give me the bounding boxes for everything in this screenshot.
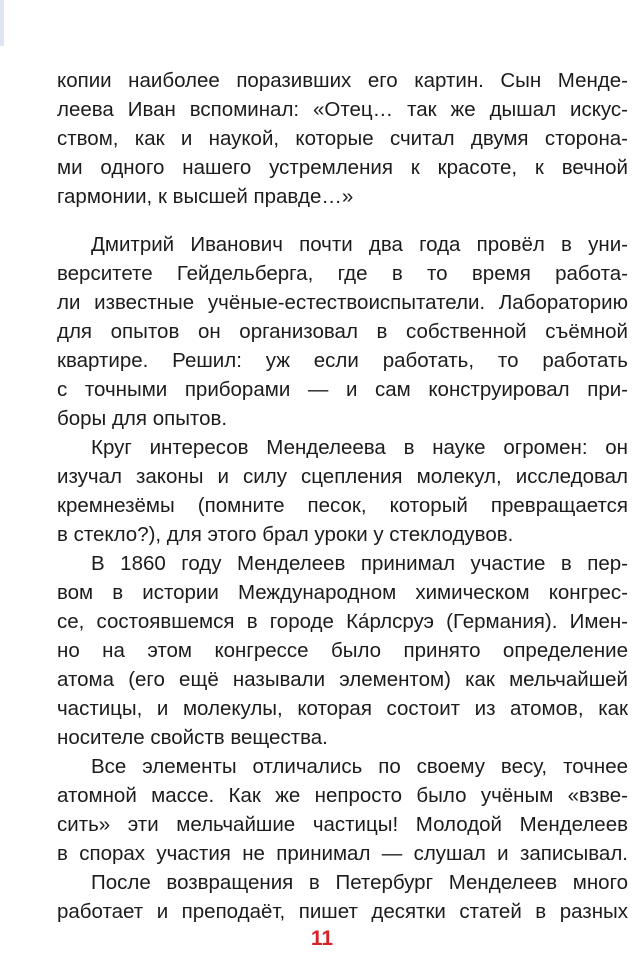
text-line: квартире. Решил: уж если работать, то работать xyxy=(57,349,628,372)
text-line: сить» эти мельчайшие частицы! Молодой Менделеев xyxy=(57,813,628,836)
text-line: работает и преподаёт, пишет десятки статей в разных xyxy=(57,900,628,923)
text-line: верситете Гейдельберга, где в то время работа- xyxy=(57,262,628,285)
text-line: боры для опытов. xyxy=(57,407,228,430)
text-line: в спорах участия не принимал — слушал и записывал. xyxy=(57,842,628,865)
page-edge-mark xyxy=(0,0,4,46)
text-line: се, состоявшемся в городе Ка́рлсруэ (Германия). Имен- xyxy=(57,610,628,633)
text-line: После возвращения в Петербург Менделеев много xyxy=(91,871,628,894)
text-line: Дмитрий Иванович почти два года провёл в уни- xyxy=(91,233,628,256)
text-line: носителе свойств вещества. xyxy=(57,726,328,749)
text-line: В 1860 году Менделеев принимал участие в пер- xyxy=(91,552,628,575)
text-line: ли известные учёные-естествоиспытатели. Лабораторию xyxy=(57,291,628,314)
text-line: кремнезёмы (помните песок, который превращается xyxy=(57,494,628,517)
text-line: в стекло?), для этого брал уроки у стеклодувов. xyxy=(57,523,514,546)
text-line: копии наиболее поразивших его картин. Сын Менде- xyxy=(57,69,628,92)
text-line: гармонии, к высшей правде…» xyxy=(57,185,354,208)
text-line: леева Иван вспоминал: «Отец… так же дышал искус- xyxy=(57,98,628,121)
text-line: ми одного нашего устремления к красоте, к вечной xyxy=(57,156,628,179)
text-line: вом в истории Международном химическом конгрес- xyxy=(57,581,628,604)
text-line: но на этом конгрессе было принято определение xyxy=(57,639,628,662)
text-line: изучал законы и силу сцепления молекул, исследовал xyxy=(57,465,628,488)
text-line: ством, как и наукой, которые считал двумя сторона- xyxy=(57,127,628,150)
text-line: для опытов он организовал в собственной съёмной xyxy=(57,320,628,343)
text-line: атомной массе. Как же непросто было учёным «взве- xyxy=(57,784,628,807)
text-line: атома (его ещё называли элементом) как мельчайшей xyxy=(57,668,628,691)
text-line: с точными приборами — и сам конструировал при- xyxy=(57,378,628,401)
text-line: Все элементы отличались по своему весу, точнее xyxy=(91,755,628,778)
page-number: 11 xyxy=(310,927,334,950)
text-line: частицы, и молекулы, которая состоит из атомов, как xyxy=(57,697,628,720)
text-line: Круг интересов Менделеева в науке огромен: он xyxy=(91,436,628,459)
